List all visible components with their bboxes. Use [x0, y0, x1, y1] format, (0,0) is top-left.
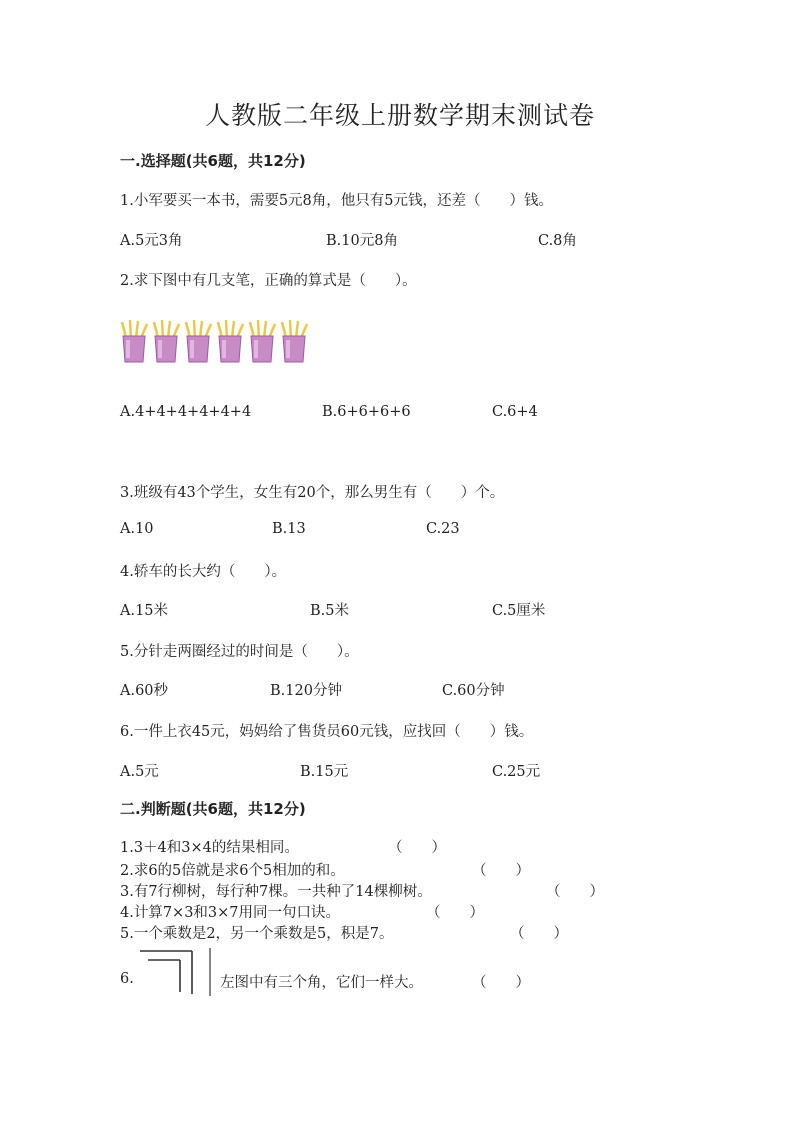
- judge-item-text: 左图中有三个角，它们一样大。: [220, 975, 423, 991]
- page-title: 人教版二年级上册数学期末测试卷: [204, 101, 595, 130]
- option-c: C.5厘米: [492, 603, 546, 619]
- section-heading-judge: 二.判断题(共6题，共12分): [120, 800, 306, 818]
- option-a: A.10: [120, 521, 154, 537]
- pencil-cup-icon: [182, 318, 214, 366]
- judge-item-number: 6.: [120, 971, 134, 987]
- pencil-cup-icon: [214, 318, 246, 366]
- judge-answer-bracket[interactable]: （ ）: [546, 884, 604, 900]
- judge-answer-bracket[interactable]: （ ）: [472, 863, 530, 879]
- question-text: 1.小军要买一本书，需要5元8角，他只有5元钱，还差（ ）钱。: [120, 193, 554, 209]
- option-a: A.4+4+4+4+4+4: [120, 404, 252, 420]
- option-b: B.10元8角: [326, 233, 398, 249]
- option-b: B.13: [272, 521, 306, 537]
- option-c: C.23: [426, 521, 460, 537]
- judge-item-text: 3.有7行柳树，每行种7棵。一共种了14棵柳树。: [120, 884, 432, 900]
- question-text: 2.求下图中有几支笔，正确的算式是（ ）。: [120, 273, 417, 289]
- question-text: 6.一件上衣45元，妈妈给了售货员60元钱，应找回（ ）钱。: [120, 724, 534, 740]
- judge-answer-bracket[interactable]: （ ）: [388, 840, 446, 856]
- question-text: 4.轿车的长大约（ ）。: [120, 564, 287, 580]
- option-c: C.25元: [492, 764, 541, 780]
- angle-figure: [140, 948, 212, 996]
- judge-item-text: 1.3＋4和3×4的结果相同。: [120, 840, 299, 856]
- option-b: B.15元: [300, 764, 349, 780]
- option-b: B.6+6+6+6: [322, 404, 411, 420]
- judge-answer-bracket[interactable]: （ ）: [472, 975, 530, 991]
- option-c: C.60分钟: [442, 683, 505, 699]
- pencil-cup-icon: [150, 318, 182, 366]
- judge-item-text: 4.计算7×3和3×7用同一句口诀。: [120, 905, 341, 921]
- judge-item-text: 5.一个乘数是2，另一个乘数是5，积是7。: [120, 926, 394, 942]
- judge-answer-bracket[interactable]: （ ）: [426, 905, 484, 921]
- pencil-cup-icon: [246, 318, 278, 366]
- judge-item-text: 2.求6的5倍就是求6个5相加的和。: [120, 863, 345, 879]
- option-a: A.5元3角: [120, 233, 183, 249]
- option-b: B.120分钟: [270, 683, 342, 699]
- option-a: A.5元: [120, 764, 159, 780]
- question-text: 3.班级有43个学生，女生有20个，那么男生有（ ）个。: [120, 485, 505, 501]
- option-b: B.5米: [310, 603, 349, 619]
- option-a: A.15米: [120, 603, 169, 619]
- question-text: 5.分针走两圈经过的时间是（ ）。: [120, 644, 359, 660]
- judge-answer-bracket[interactable]: （ ）: [510, 926, 568, 942]
- pencil-cup-icon: [118, 318, 150, 366]
- option-c: C.6+4: [492, 404, 538, 420]
- pencil-cup-icon: [278, 318, 310, 366]
- section-heading-choice: 一.选择题(共6题，共12分): [120, 152, 306, 170]
- option-c: C.8角: [538, 233, 577, 249]
- option-a: A.60秒: [120, 683, 169, 699]
